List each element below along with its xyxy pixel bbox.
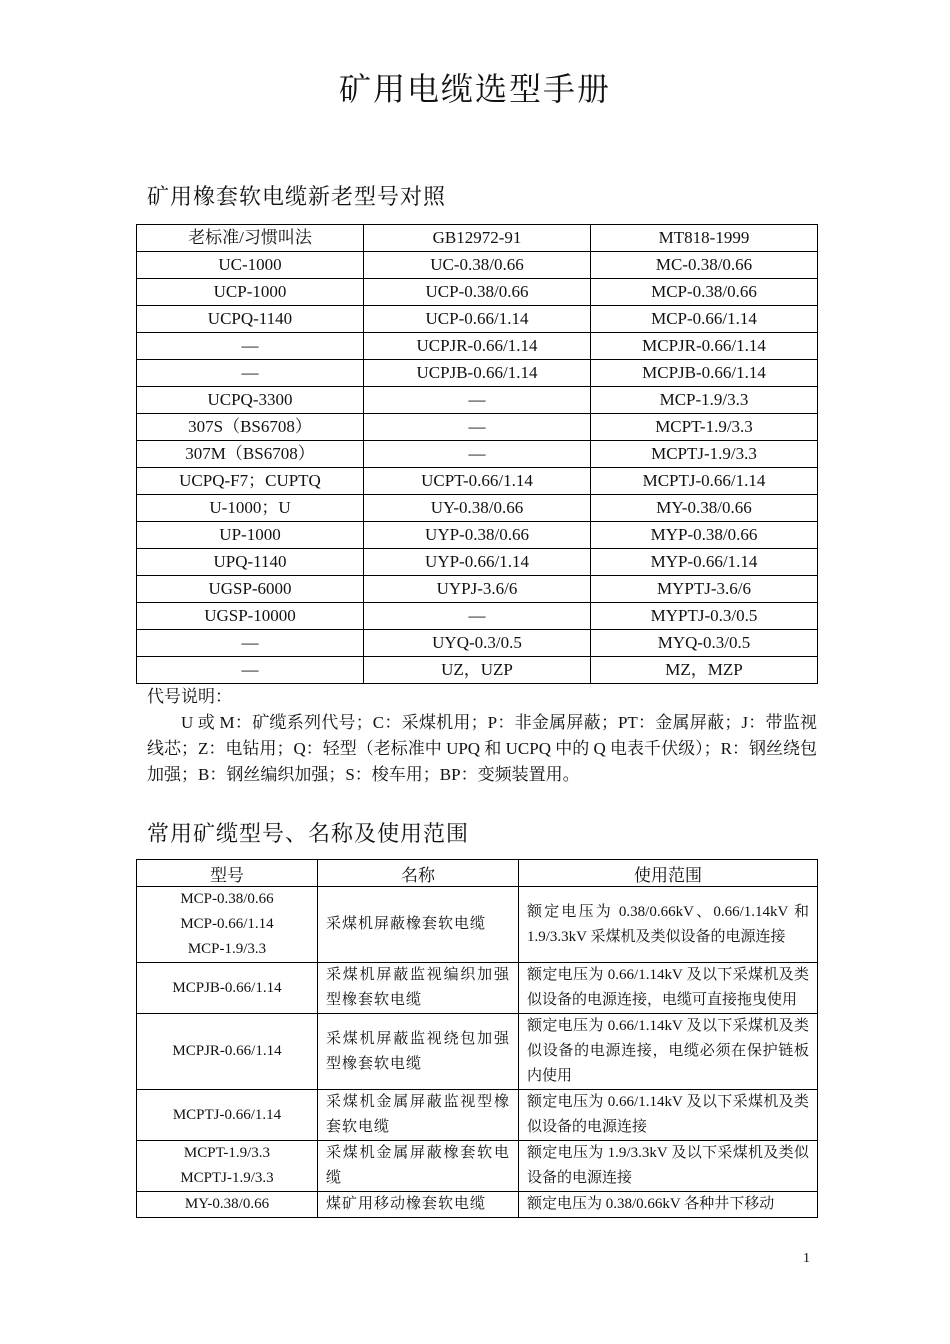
table-cell: UCPJB-0.66/1.14 (364, 360, 591, 387)
table-cell: 307M（BS6708） (137, 441, 364, 468)
table-cell: UCPQ-1140 (137, 306, 364, 333)
table-cell: MCPJB-0.66/1.14 (591, 360, 818, 387)
table-row (137, 1192, 818, 1218)
table-row (137, 549, 818, 576)
table-cell: MYQ-0.3/0.5 (591, 630, 818, 657)
table-cell: UP-1000 (137, 522, 364, 549)
model-code: MCPJR-0.66/1.14 (172, 1043, 282, 1059)
table-cell: MY-0.38/0.66 (591, 495, 818, 522)
model-code: MCPT-1.9/3.3 (183, 1145, 271, 1161)
table-cell: MZ，MZP (591, 657, 818, 684)
name-cell: 采煤机屏蔽监视绕包加强型橡套软电缆 (318, 1014, 519, 1090)
column-header: 老标准/习惯叫法 (137, 225, 364, 252)
usage-cell: 额定电压为 1.9/3.3kV 及以下采煤机及类似设备的电源连接 (519, 1141, 818, 1192)
column-header: 型号 (137, 860, 318, 887)
table-row (137, 1090, 818, 1141)
table-cell: — (364, 441, 591, 468)
table-row (137, 1014, 818, 1090)
table-cell: UPQ-1140 (137, 549, 364, 576)
legend-text: U 或 M：矿缆系列代号；C：采煤机用；P：非金属屏蔽；PT：金属屏蔽；J：带监视线芯；Z：电钻用；Q：轻型（老标准中 UPQ 和 UCPQ 中的 Q 电表千伏级）；R：钢丝绕包加强；B：钢丝编织加强；S：梭车用；BP：变频装置用。 (147, 713, 817, 784)
column-header: 使用范围 (519, 860, 818, 887)
table-cell: — (137, 333, 364, 360)
table-cell: UC-0.38/0.66 (364, 252, 591, 279)
table-cell: UCP-0.38/0.66 (364, 279, 591, 306)
table-cell: — (137, 360, 364, 387)
table-cell: MCP-1.9/3.3 (591, 387, 818, 414)
table-cell: UCPQ-3300 (137, 387, 364, 414)
name-cell: 煤矿用移动橡套软电缆 (318, 1192, 519, 1218)
table-cell: MCPT-1.9/3.3 (591, 414, 818, 441)
table-cell: UYQ-0.3/0.5 (364, 630, 591, 657)
section-title-model-comparison: 矿用橡套软电缆新老型号对照 (147, 184, 447, 209)
table-header-row (137, 860, 818, 887)
table-cell: UC-1000 (137, 252, 364, 279)
model-cell (137, 1090, 318, 1141)
table-cell: UYPJ-3.6/6 (364, 576, 591, 603)
table-row (137, 306, 818, 333)
name-cell: 采煤机屏蔽橡套软电缆 (318, 887, 519, 963)
model-code: MCP-1.9/3.3 (187, 941, 267, 957)
name-cell: 采煤机屏蔽监视编织加强型橡套软电缆 (318, 963, 519, 1014)
model-cell (137, 887, 318, 963)
table-cell: U-1000；U (137, 495, 364, 522)
model-code: MCP-0.38/0.66 (180, 891, 274, 907)
column-header: 名称 (318, 860, 519, 887)
table-row (137, 963, 818, 1014)
usage-cell: 额定电压为 0.38/0.66kV、0.66/1.14kV 和 1.9/3.3kV 采煤机及类似设备的电源连接 (519, 887, 818, 963)
table-cell: MCPJR-0.66/1.14 (591, 333, 818, 360)
table-row (137, 495, 818, 522)
cable-usage-table (136, 859, 818, 1218)
model-cell (137, 1014, 318, 1090)
table-row (137, 657, 818, 684)
usage-cell: 额定电压为 0.66/1.14kV 及以下采煤机及类似设备的电源连接，电缆必须在保护链板内使用 (519, 1014, 818, 1090)
table-row (137, 630, 818, 657)
model-code: MCPJB-0.66/1.14 (172, 979, 282, 996)
table-row (137, 576, 818, 603)
model-cell (137, 963, 318, 1014)
table-body (137, 887, 818, 1218)
table-cell: UCPQ-F7；CUPTQ (137, 468, 364, 495)
table-cell: MCP-0.66/1.14 (591, 306, 818, 333)
table-body (137, 252, 818, 684)
table-cell: MCPTJ-1.9/3.3 (591, 441, 818, 468)
table-cell: UCP-1000 (137, 279, 364, 306)
table-cell: — (137, 630, 364, 657)
page-number: 1 (803, 1251, 810, 1266)
table-cell: UYP-0.38/0.66 (364, 522, 591, 549)
table-header-row (137, 225, 818, 252)
table-cell: UCPJR-0.66/1.14 (364, 333, 591, 360)
model-code: MCPTJ-1.9/3.3 (180, 1170, 274, 1186)
table-cell: UCP-0.66/1.14 (364, 306, 591, 333)
model-cell (137, 1141, 318, 1192)
table-row (137, 252, 818, 279)
legend-title: 代号说明： (147, 687, 232, 706)
usage-cell: 额定电压为 0.66/1.14kV 及以下采煤机及类似设备的电源连接 (519, 1090, 818, 1141)
table-cell: UY-0.38/0.66 (364, 495, 591, 522)
table-row (137, 360, 818, 387)
model-cell (137, 1192, 318, 1218)
usage-cell: 额定电压为 0.66/1.14kV 及以下采煤机及类似设备的电源连接，电缆可直接拖曳使用 (519, 963, 818, 1014)
model-comparison-table (136, 224, 818, 684)
usage-cell: 额定电压为 0.38/0.66kV 各种井下移动 (519, 1192, 818, 1218)
name-cell: 采煤机金属屏蔽橡套软电缆 (318, 1141, 519, 1192)
table-cell: — (364, 414, 591, 441)
section-title-common-cables: 常用矿缆型号、名称及使用范围 (147, 821, 470, 846)
table-cell: MYPTJ-0.3/0.5 (591, 603, 818, 630)
table-cell: MC-0.38/0.66 (591, 252, 818, 279)
table-cell: MCPTJ-0.66/1.14 (591, 468, 818, 495)
model-code: MCP-0.66/1.14 (180, 916, 274, 932)
table-row (137, 333, 818, 360)
model-code: MY-0.38/0.66 (184, 1196, 270, 1212)
table-cell: UGSP-10000 (137, 603, 364, 630)
table-cell: MYP-0.66/1.14 (591, 549, 818, 576)
name-cell: 采煤机金属屏蔽监视型橡套软电缆 (318, 1090, 519, 1141)
column-header: MT818-1999 (591, 225, 818, 252)
table-row (137, 414, 818, 441)
table-cell: — (137, 657, 364, 684)
table-cell: — (364, 603, 591, 630)
table-cell: MYP-0.38/0.66 (591, 522, 818, 549)
table-row (137, 279, 818, 306)
table-cell: MYPTJ-3.6/6 (591, 576, 818, 603)
table-cell: 307S（BS6708） (137, 414, 364, 441)
table-cell: UCPT-0.66/1.14 (364, 468, 591, 495)
document-title: 矿用电缆选型手册 (338, 71, 611, 107)
table-row (137, 522, 818, 549)
table-cell: UGSP-6000 (137, 576, 364, 603)
table-row (137, 603, 818, 630)
model-code: MCPTJ-0.66/1.14 (172, 1106, 282, 1123)
table-row (137, 441, 818, 468)
table-cell: — (364, 387, 591, 414)
column-header: GB12972-91 (364, 225, 591, 252)
table-cell: UZ，UZP (364, 657, 591, 684)
table-cell: MCP-0.38/0.66 (591, 279, 818, 306)
table-cell: UYP-0.66/1.14 (364, 549, 591, 576)
table-row (137, 468, 818, 495)
table-row (137, 387, 818, 414)
table-row (137, 1141, 818, 1192)
table-row (137, 887, 818, 963)
